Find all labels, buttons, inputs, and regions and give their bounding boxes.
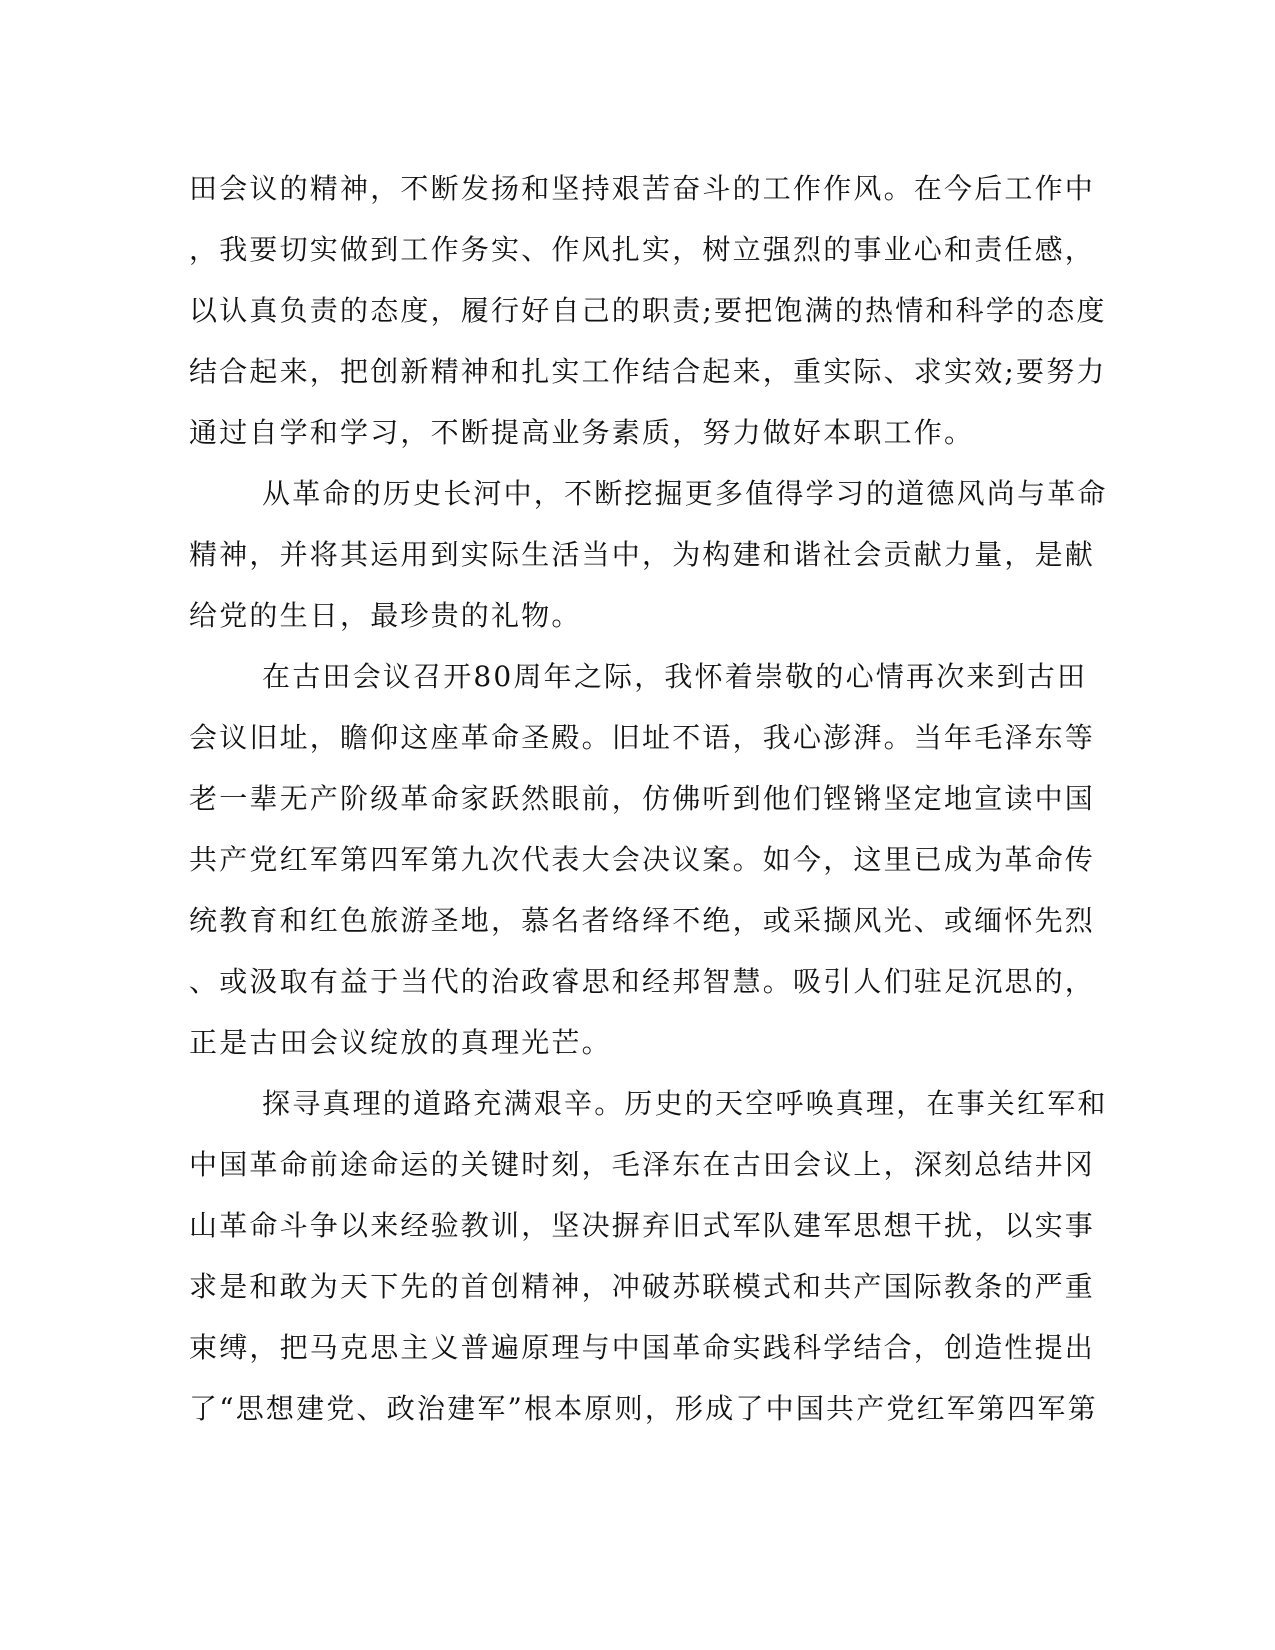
- text-line: 探寻真理的道路充满艰辛。历史的天空呼唤真理，在事关红军和: [262, 1087, 1108, 1120]
- paragraph-4: [189, 1073, 1108, 1439]
- text-line: 中国革命前途命运的关键时刻，毛泽东在古田会议上，深刻总结井冈: [189, 1148, 1096, 1181]
- text-line: 田会议的精神，不断发扬和坚持艰苦奋斗的工作作风。在今后工作中: [189, 172, 1096, 205]
- text-line: 了“思想建党、政治建军”根本原则，形成了中国共产党红军第四军第: [189, 1392, 1098, 1425]
- text-line: 山革命斗争以来经验教训，坚决摒弃旧式军队建军思想干扰，以实事: [189, 1209, 1096, 1242]
- text-line: ，我要切实做到工作务实、作风扎实，树立强烈的事业心和责任感，: [189, 233, 1096, 266]
- paragraph-2: [189, 463, 1108, 646]
- text-line: 给党的生日，最珍贵的礼物。: [189, 599, 582, 632]
- text-line: 会议旧址，瞻仰这座革命圣殿。旧址不语，我心澎湃。当年毛泽东等: [189, 721, 1096, 754]
- text-line: 从革命的历史长河中，不断挖掘更多值得学习的道德风尚与革命: [262, 477, 1108, 510]
- text-line: 求是和敢为天下先的首创精神，冲破苏联模式和共产国际教条的严重: [189, 1270, 1096, 1303]
- text-line: 精神，并将其运用到实际生活当中，为构建和谐社会贡献力量，是献: [189, 538, 1096, 571]
- document-body: [189, 158, 1108, 1439]
- paragraph-3: [189, 646, 1096, 1073]
- paragraph-1: [189, 158, 1107, 463]
- text-line: 在古田会议召开80周年之际，我怀着崇敬的心情再次来到古田: [262, 660, 1088, 693]
- text-line: 结合起来，把创新精神和扎实工作结合起来，重实际、求实效;要努力: [189, 355, 1107, 388]
- text-line: 老一辈无产阶级革命家跃然眼前，仿佛听到他们铿锵坚定地宣读中国: [189, 782, 1096, 815]
- text-line: 通过自学和学习，不断提高业务素质，努力做好本职工作。: [189, 416, 975, 449]
- text-line: 束缚，把马克思主义普遍原理与中国革命实践科学结合，创造性提出: [189, 1331, 1096, 1364]
- text-line: 以认真负责的态度，履行好自己的职责;要把饱满的热情和科学的态度: [189, 294, 1107, 327]
- text-line: 正是古田会议绽放的真理光芒。: [189, 1026, 612, 1059]
- text-line: 统教育和红色旅游圣地，慕名者络绎不绝，或采撷风光、或缅怀先烈: [189, 904, 1096, 937]
- text-line: 、或汲取有益于当代的治政睿思和经邦智慧。吸引人们驻足沉思的，: [189, 965, 1096, 998]
- text-line: 共产党红军第四军第九次代表大会决议案。如今，这里已成为革命传: [189, 843, 1096, 876]
